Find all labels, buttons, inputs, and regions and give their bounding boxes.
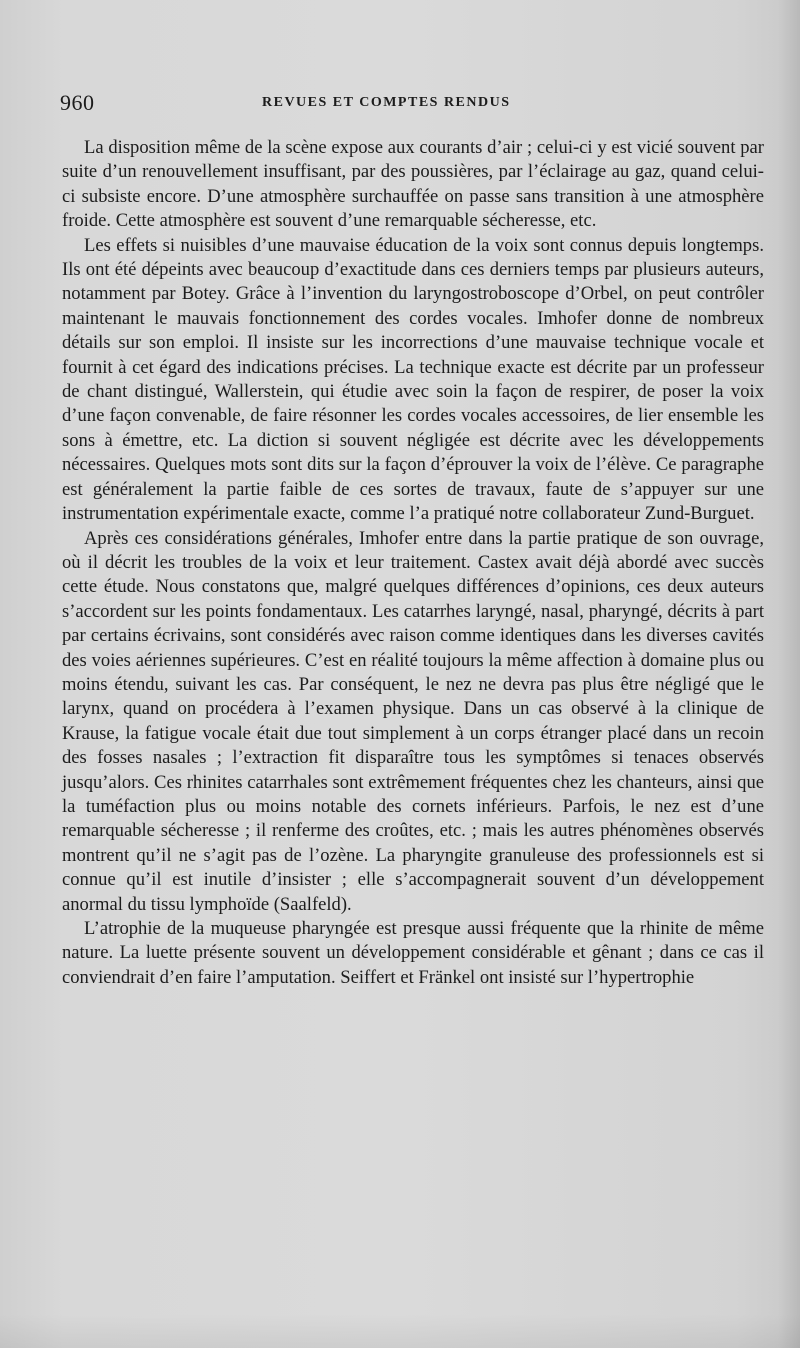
paragraph-1: La disposition même de la scène expose aux courants d’air ; celui-ci y est vicié souvent par suite d’un renouvellement insuffisant, par des poussières, par l’éclairage au gaz, quand celui-ci subsiste encore. D’une atmosphère surchauffée on passe sans transition à une atmosphère froide. Cette atmosphère est souvent d’une remarquable sécheresse, etc.: [62, 137, 764, 232]
page-number: 960: [60, 90, 95, 115]
paragraph-3: Après ces considérations générales, Imhofer entre dans la partie pratique de son ouvrage, où il décrit les troubles de la voix et leur traitement. Castex avait déjà abordé avec succès cette étude. Nous constatons que, malgré quelques différences d’opinions, ces deux auteurs s’accordent sur les points fondamentaux. Les catarrhes laryngé, nasal, pharyngé, décrits à part par certains écrivains, sont considérés avec raison comme identiques dans les diverses cavités des voies aériennes supérieures. C’est en réalité toujours la même affection à domaine plus ou moins étendu, suivant les cas. Par conséquent, le nez ne devra pas plus être négligé que le larynx, quand on procédera à l’examen physique. Dans un cas observé à la clinique de Krause, la fatigue vocale était due tout simplement à un corps étranger placé dans un recoin des fosses nasales ; l’extraction fit disparaître tous les symptômes si tenaces observés jusqu’alors. Ces rhinites catarrhales sont extrêmement fréquentes chez les chanteurs, ainsi que la tuméfaction plus ou moins notable des cornets inférieurs. Parfois, le nez est d’une remarquable sécheresse ; il renferme des croûtes, etc. ; mais les autres phénomènes observés montrent qu’il ne s’agit pas de l’ozène. La pharyngite granuleuse des professionnels est si connue qu’il est inutile d’insister ; elle s’accompagnerait souvent d’un développement anormal du tissu lymphoïde (Saalfeld).: [62, 527, 764, 915]
paragraph-4: L’atrophie de la muqueuse pharyngée est presque aussi fréquente que la rhinite de même nature. La luette présente souvent un développement considérable et gênant ; dans ce cas il conviendrait d’en faire l’amputation. Seiffert et Fränkel ont insisté sur l’hypertrophie: [62, 918, 764, 988]
page-edge-shadow: [778, 0, 800, 1348]
page-bottom-shadow: [0, 1314, 800, 1348]
body-text: [62, 136, 764, 990]
paragraph-2: Les effets si nuisibles d’une mauvaise éducation de la voix sont connus depuis longtemps. Ils ont été dépeints avec beaucoup d’exactitude dans ces derniers temps par plusieurs auteurs, notamment par Botey. Grâce à l’invention du laryngostroboscope d’Orbel, on peut contrôler maintenant le mauvais fonctionnement des cordes vocales. Imhofer donne de nombreux détails sur son emploi. Il insiste sur les incorrections d’une mauvaise technique vocale et fournit à cet égard des indications précises. La technique exacte est décrite par un professeur de chant distingué, Wallerstein, qui étudie avec soin la façon de respirer, de poser la voix d’une façon convenable, de faire résonner les cordes vocales accessoires, de lier ensemble les sons à émettre, etc. La diction si souvent négligée est décrite avec les développements nécessaires. Quelques mots sont dits sur la façon d’éprouver la voix de l’élève. Ce paragraphe est généralement la partie faible de ces sortes de travaux, faute de s’appuyer sur une instrumentation expérimentale exacte, comme l’a pratiqué notre collaborateur Zund-Burguet.: [62, 234, 764, 525]
page-header: [60, 88, 740, 118]
running-head: REVUES ET COMPTES RENDUS: [262, 95, 511, 110]
